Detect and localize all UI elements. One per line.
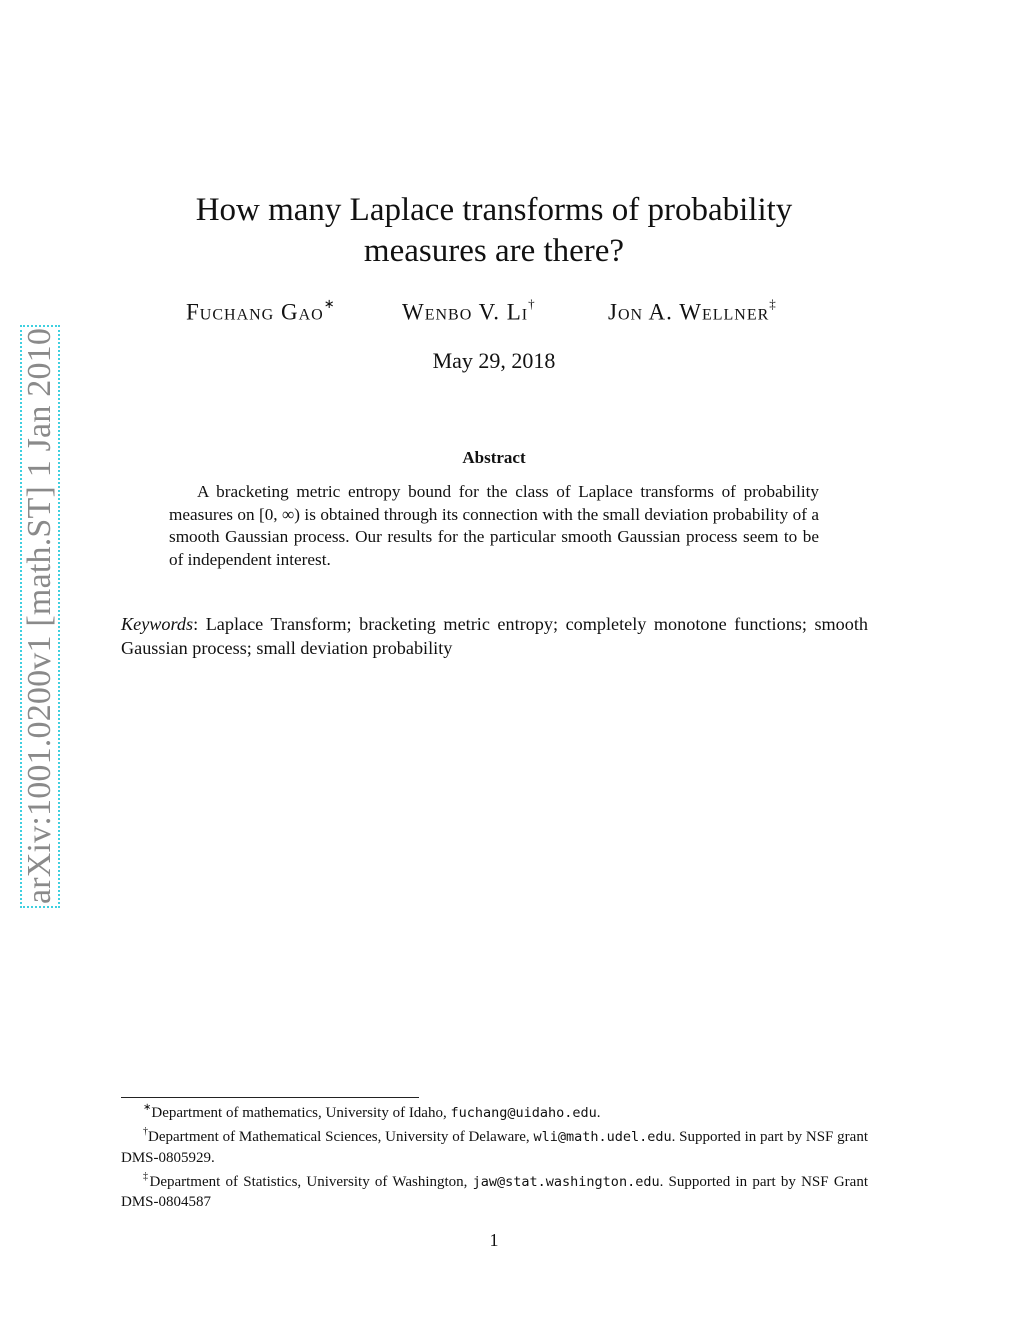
arxiv-identifier: arXiv:1001.0200v1 [math.ST] 1 Jan 2010 xyxy=(21,327,58,905)
author-list xyxy=(120,296,868,333)
footnote-li xyxy=(121,1123,868,1168)
author-wellner xyxy=(608,296,777,326)
footnote-affiliation: Department of mathematics, University of Idaho, xyxy=(151,1105,451,1121)
paper-title xyxy=(120,190,868,272)
footnote-email-link[interactable]: jaw@stat.washington.edu xyxy=(472,1173,660,1190)
footnote-tail: . Supported in part by NSF Grant DMS-0804587 xyxy=(121,1173,868,1211)
page-number: 1 xyxy=(489,1230,499,1250)
footnote-mark: ∗ xyxy=(143,1102,152,1113)
author-gao xyxy=(186,296,336,326)
abstract-text: A bracketing metric entropy bound for the class of Laplace transforms of probability measures on [0, ∞) is obtained through its connection with the small deviation probability of a smooth Gaussian process. Our results for the particular smooth Gaussian process seem to be of independent interest. xyxy=(169,482,819,569)
title-line-1: How many Laplace transforms of probability xyxy=(195,192,793,228)
footnote-wellner xyxy=(121,1168,868,1213)
footnote-tail: . xyxy=(596,1105,601,1121)
keywords-separator: : xyxy=(193,614,199,634)
footnote-email-link[interactable]: wli@math.udel.edu xyxy=(533,1129,672,1146)
footnote-email-link[interactable]: fuchang@uidaho.edu xyxy=(450,1105,597,1121)
keywords-text: Laplace Transform; bracketing metric entropy; completely monotone functions; smooth Gaussian process; small deviation probability xyxy=(121,614,869,658)
author-name: Fuchang Gao xyxy=(186,299,324,325)
title-line-2: measures are there? xyxy=(363,233,625,269)
footnote-tail: . Supported in part by NSF grant DMS-0805929. xyxy=(121,1129,868,1166)
footnote-affiliation: Department of Statistics, University of Washington, xyxy=(149,1173,473,1190)
footnote-affiliation: Department of Mathematical Sciences, University of Delaware, xyxy=(148,1129,534,1146)
author-footnote-mark: † xyxy=(528,296,536,311)
footnotes xyxy=(121,1099,868,1212)
author-name: Wenbo V. Li xyxy=(402,299,529,325)
keywords-label: Keywords xyxy=(121,614,194,634)
footnote-divider xyxy=(121,1097,419,1098)
author-footnote-mark: ‡ xyxy=(769,296,777,311)
abstract-heading: Abstract xyxy=(462,448,526,467)
author-name: Jon A. Wellner xyxy=(608,299,770,325)
author-li xyxy=(402,296,536,326)
keywords-paragraph xyxy=(121,612,868,660)
footnote-mark: ‡ xyxy=(143,1170,150,1182)
paper-date: May 29, 2018 xyxy=(432,348,556,373)
author-footnote-mark: ∗ xyxy=(323,296,336,311)
footnote-mark: † xyxy=(143,1126,149,1138)
footnote-gao xyxy=(121,1099,868,1123)
